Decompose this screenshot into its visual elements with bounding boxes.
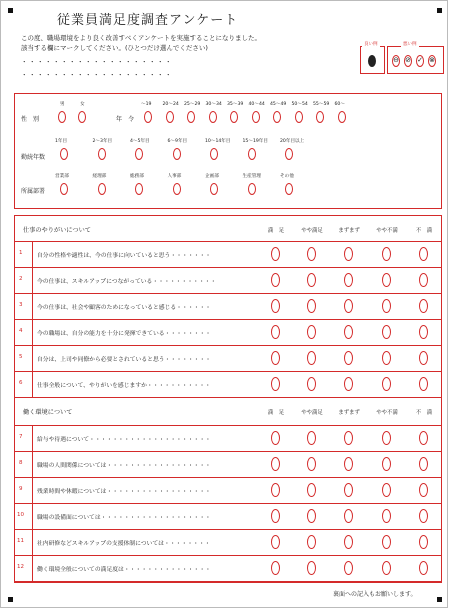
intro-line-2: 該当する欄にマークしてください。(ひとつだけ選んでください) [21, 44, 208, 52]
question-number: 6 [19, 380, 23, 386]
age-option-label: 45〜49 [270, 102, 287, 107]
answer-oval-4[interactable] [419, 273, 428, 287]
scale-header: まずまず [338, 410, 360, 416]
registration-mark-top-left [8, 8, 13, 13]
intro-line-1: この度、職場環境をより良く改善すべくアンケートを実施することになりました。 [21, 34, 261, 42]
question-block-bottom [14, 397, 442, 398]
tenure-option-label: 10〜14年目 [205, 139, 231, 144]
age-option-label: 50〜54 [291, 102, 308, 107]
tenure-option-label: 6〜9年目 [167, 139, 188, 144]
answer-oval-0[interactable] [271, 483, 280, 497]
answer-oval-2[interactable] [344, 535, 353, 549]
question-row-divider [14, 529, 442, 530]
answer-oval-4[interactable] [419, 535, 428, 549]
answer-oval-4[interactable] [419, 561, 428, 575]
bad-example-mark: ⊖ [392, 55, 400, 67]
department-option-label: 人事部 [167, 174, 182, 179]
tenure-option-label: 20年目以上 [280, 139, 305, 144]
page-title: 従業員満足度調査アンケート [57, 13, 239, 28]
question-number: 11 [17, 538, 24, 544]
tenure-option-0-oval[interactable] [60, 148, 68, 160]
answer-oval-2[interactable] [344, 325, 353, 339]
footer-note: 裏面への記入もお願いします。 [333, 591, 417, 598]
gender-option-label: 女 [80, 102, 85, 107]
answer-oval-0[interactable] [271, 535, 280, 549]
gender-option-0-oval[interactable] [58, 111, 66, 123]
profile-section [14, 93, 442, 209]
answer-oval-3[interactable] [382, 325, 391, 339]
department-option-6-oval[interactable] [285, 183, 293, 195]
age-option-label: 20〜24 [162, 102, 179, 107]
scale-header: 満 足 [267, 228, 285, 234]
scale-header: やや満足 [301, 228, 323, 234]
answer-oval-4[interactable] [419, 509, 428, 523]
scale-header: やや満足 [301, 410, 323, 416]
answer-oval-4[interactable] [419, 299, 428, 313]
bad-example-mark: ⊗ [428, 55, 436, 67]
question-number: 7 [19, 434, 23, 440]
age-option-3-oval[interactable] [209, 111, 217, 123]
scale-header: 不 満 [415, 410, 433, 416]
tenure-option-label: 4〜5年目 [130, 139, 150, 144]
answer-oval-2[interactable] [344, 273, 353, 287]
question-text: 職場の人間関係については・・・・・・・・・・・・・・・・・・ [37, 463, 211, 469]
registration-mark-bottom-left [8, 597, 13, 602]
bad-example-mark: ⊘ [404, 55, 412, 67]
answer-oval-2[interactable] [344, 247, 353, 261]
question-row-divider [14, 293, 442, 294]
good-example-label: 良い例 [364, 42, 378, 47]
answer-oval-3[interactable] [382, 299, 391, 313]
question-text: 給与や待遇について・・・・・・・・・・・・・・・・・・・・・ [37, 437, 211, 443]
answer-oval-3[interactable] [382, 377, 391, 391]
question-number: 1 [19, 250, 23, 256]
question-row-divider [14, 451, 442, 452]
department-label: 所属部署 [21, 188, 46, 195]
tenure-option-1-oval[interactable] [98, 148, 106, 160]
answer-oval-0[interactable] [271, 273, 280, 287]
age-option-9-oval[interactable] [338, 111, 346, 123]
scale-header: 不 満 [415, 228, 433, 234]
answer-oval-1[interactable] [307, 535, 316, 549]
scale-header: まずまず [338, 228, 360, 234]
blank-line-1: ・・・・・・・・・・・・・・・・・・・ [21, 58, 173, 66]
question-row-divider [14, 425, 442, 426]
department-option-label: 営業部 [55, 174, 69, 179]
answer-oval-3[interactable] [382, 457, 391, 471]
registration-mark-top-right [437, 8, 442, 13]
question-text: 自分は、上司や同僚から必要とされていると思う・・・・・・・・ [37, 357, 211, 363]
question-number: 12 [17, 564, 24, 570]
age-option-label: 60〜 [334, 102, 345, 107]
answer-oval-1[interactable] [307, 509, 316, 523]
question-number: 4 [19, 328, 23, 334]
tenure-label: 勤続年数 [21, 154, 46, 161]
answer-oval-2[interactable] [344, 377, 353, 391]
good-example-mark [368, 55, 376, 67]
question-text: 今の職場は、自分の能力を十分に発揮できている・・・・・・・・ [37, 331, 211, 337]
number-column-line [32, 241, 33, 397]
answer-oval-0[interactable] [271, 431, 280, 445]
tenure-option-2-oval[interactable] [135, 148, 143, 160]
question-number: 2 [19, 276, 23, 282]
question-row-divider [14, 319, 442, 320]
bad-example-box [387, 46, 444, 74]
department-option-4-oval[interactable] [210, 183, 218, 195]
department-option-label: その他 [280, 174, 294, 179]
answer-oval-0[interactable] [271, 509, 280, 523]
answer-oval-0[interactable] [271, 351, 280, 365]
answer-oval-4[interactable] [419, 431, 428, 445]
question-row-divider [14, 267, 442, 268]
answer-oval-2[interactable] [344, 561, 353, 575]
questions-section [14, 215, 442, 583]
answer-oval-2[interactable] [344, 483, 353, 497]
tenure-option-3-oval[interactable] [173, 148, 181, 160]
age-option-7-oval[interactable] [295, 111, 303, 123]
department-option-label: 企画部 [205, 174, 219, 179]
question-number: 8 [19, 460, 23, 466]
answer-oval-3[interactable] [382, 273, 391, 287]
answer-oval-1[interactable] [307, 351, 316, 365]
age-option-1-oval[interactable] [166, 111, 174, 123]
bad-example-mark: ✓ [416, 55, 424, 67]
tenure-option-label: 1年目 [55, 139, 68, 144]
gender-option-1-oval[interactable] [78, 111, 86, 123]
age-option-label: 30〜34 [205, 102, 222, 107]
tenure-option-5-oval[interactable] [248, 148, 256, 160]
tenure-option-label: 15〜19年目 [242, 139, 268, 144]
age-label: 年 令 [116, 116, 135, 123]
answer-oval-3[interactable] [382, 483, 391, 497]
gender-option-label: 男 [60, 102, 65, 107]
section1-heading: 仕事のやりがいについて [23, 227, 91, 234]
answer-oval-4[interactable] [419, 247, 428, 261]
answer-oval-3[interactable] [382, 431, 391, 445]
tenure-option-4-oval[interactable] [210, 148, 218, 160]
answer-oval-1[interactable] [307, 457, 316, 471]
answer-oval-2[interactable] [344, 509, 353, 523]
answer-oval-4[interactable] [419, 351, 428, 365]
section2-heading: 働く環境について [23, 409, 73, 416]
department-option-1-oval[interactable] [98, 183, 106, 195]
answer-oval-1[interactable] [307, 561, 316, 575]
question-row-divider [14, 345, 442, 346]
age-option-2-oval[interactable] [187, 111, 195, 123]
question-text: 今の仕事は、社会や顧客のためになっていると感じる・・・・・・ [37, 305, 211, 311]
department-option-5-oval[interactable] [248, 183, 256, 195]
question-row-divider [14, 371, 442, 372]
answer-oval-1[interactable] [307, 273, 316, 287]
question-number: 10 [17, 512, 24, 518]
age-option-label: 35〜39 [227, 102, 244, 107]
answer-oval-1[interactable] [307, 325, 316, 339]
answer-oval-1[interactable] [307, 483, 316, 497]
age-option-4-oval[interactable] [230, 111, 238, 123]
question-text: 社内研修などスキルアップの支援体制については・・・・・・・・ [37, 541, 211, 547]
question-number: 9 [19, 486, 23, 492]
age-option-label: 55〜59 [313, 102, 330, 107]
question-text: 今の仕事は、スキルアップにつながっている・・・・・・・・・・・ [37, 279, 217, 285]
question-row-divider [14, 477, 442, 478]
question-row-divider [14, 555, 442, 556]
scale-header: やや不満 [376, 410, 398, 416]
answer-oval-0[interactable] [271, 457, 280, 471]
question-text: 仕事全般について、やりがいを感じますか・・・・・・・・・・・ [37, 383, 211, 389]
tenure-option-6-oval[interactable] [285, 148, 293, 160]
question-text: 残業時間や休暇については・・・・・・・・・・・・・・・・・・ [37, 489, 211, 495]
age-option-label: 40〜44 [248, 102, 265, 107]
answer-oval-4[interactable] [419, 325, 428, 339]
answer-oval-3[interactable] [382, 561, 391, 575]
department-option-3-oval[interactable] [173, 183, 181, 195]
question-block-bottom [14, 581, 442, 582]
answer-oval-4[interactable] [419, 457, 428, 471]
question-row-divider [14, 241, 442, 242]
scale-header: やや不満 [376, 228, 398, 234]
number-column-line [32, 425, 33, 581]
answer-oval-3[interactable] [382, 247, 391, 261]
age-option-label: 〜19 [141, 102, 152, 107]
question-row-divider [14, 503, 442, 504]
answer-oval-4[interactable] [419, 483, 428, 497]
department-option-label: 経理部 [92, 174, 107, 179]
age-option-label: 25〜29 [184, 102, 201, 107]
age-option-0-oval[interactable] [144, 111, 152, 123]
age-option-6-oval[interactable] [273, 111, 281, 123]
age-option-8-oval[interactable] [316, 111, 324, 123]
scale-header: 満 足 [267, 410, 285, 416]
answer-oval-1[interactable] [307, 299, 316, 313]
question-number: 3 [19, 302, 23, 308]
department-option-0-oval[interactable] [60, 183, 68, 195]
question-number: 5 [19, 354, 23, 360]
answer-oval-0[interactable] [271, 377, 280, 391]
gender-label: 性 別 [21, 116, 40, 123]
answer-oval-3[interactable] [382, 351, 391, 365]
answer-oval-1[interactable] [307, 247, 316, 261]
answer-oval-0[interactable] [271, 247, 280, 261]
age-option-5-oval[interactable] [252, 111, 260, 123]
answer-oval-1[interactable] [307, 377, 316, 391]
answer-oval-2[interactable] [344, 351, 353, 365]
question-text: 働く環境全般についての満足度は・・・・・・・・・・・・・・・ [37, 567, 211, 573]
bad-example-label: 悪い例 [403, 42, 417, 47]
answer-oval-2[interactable] [344, 457, 353, 471]
answer-oval-3[interactable] [382, 509, 391, 523]
department-option-label: 生産管理 [242, 174, 261, 179]
department-option-label: 総務部 [130, 174, 144, 179]
question-text: 自分の性格や適性は、今の仕事に向いていると思う・・・・・・・ [37, 253, 211, 259]
answer-oval-0[interactable] [271, 325, 280, 339]
blank-line-2: ・・・・・・・・・・・・・・・・・・・ [21, 71, 173, 79]
tenure-option-label: 2〜3年目 [92, 139, 113, 144]
answer-oval-4[interactable] [419, 377, 428, 391]
answer-oval-2[interactable] [344, 431, 353, 445]
department-option-2-oval[interactable] [135, 183, 143, 195]
registration-mark-bottom-right [437, 597, 442, 602]
answer-oval-3[interactable] [382, 535, 391, 549]
answer-oval-0[interactable] [271, 299, 280, 313]
answer-oval-1[interactable] [307, 431, 316, 445]
question-text: 職場の設備面については・・・・・・・・・・・・・・・・・・・ [37, 515, 211, 521]
answer-oval-0[interactable] [271, 561, 280, 575]
answer-oval-2[interactable] [344, 299, 353, 313]
good-example-box [360, 46, 385, 74]
